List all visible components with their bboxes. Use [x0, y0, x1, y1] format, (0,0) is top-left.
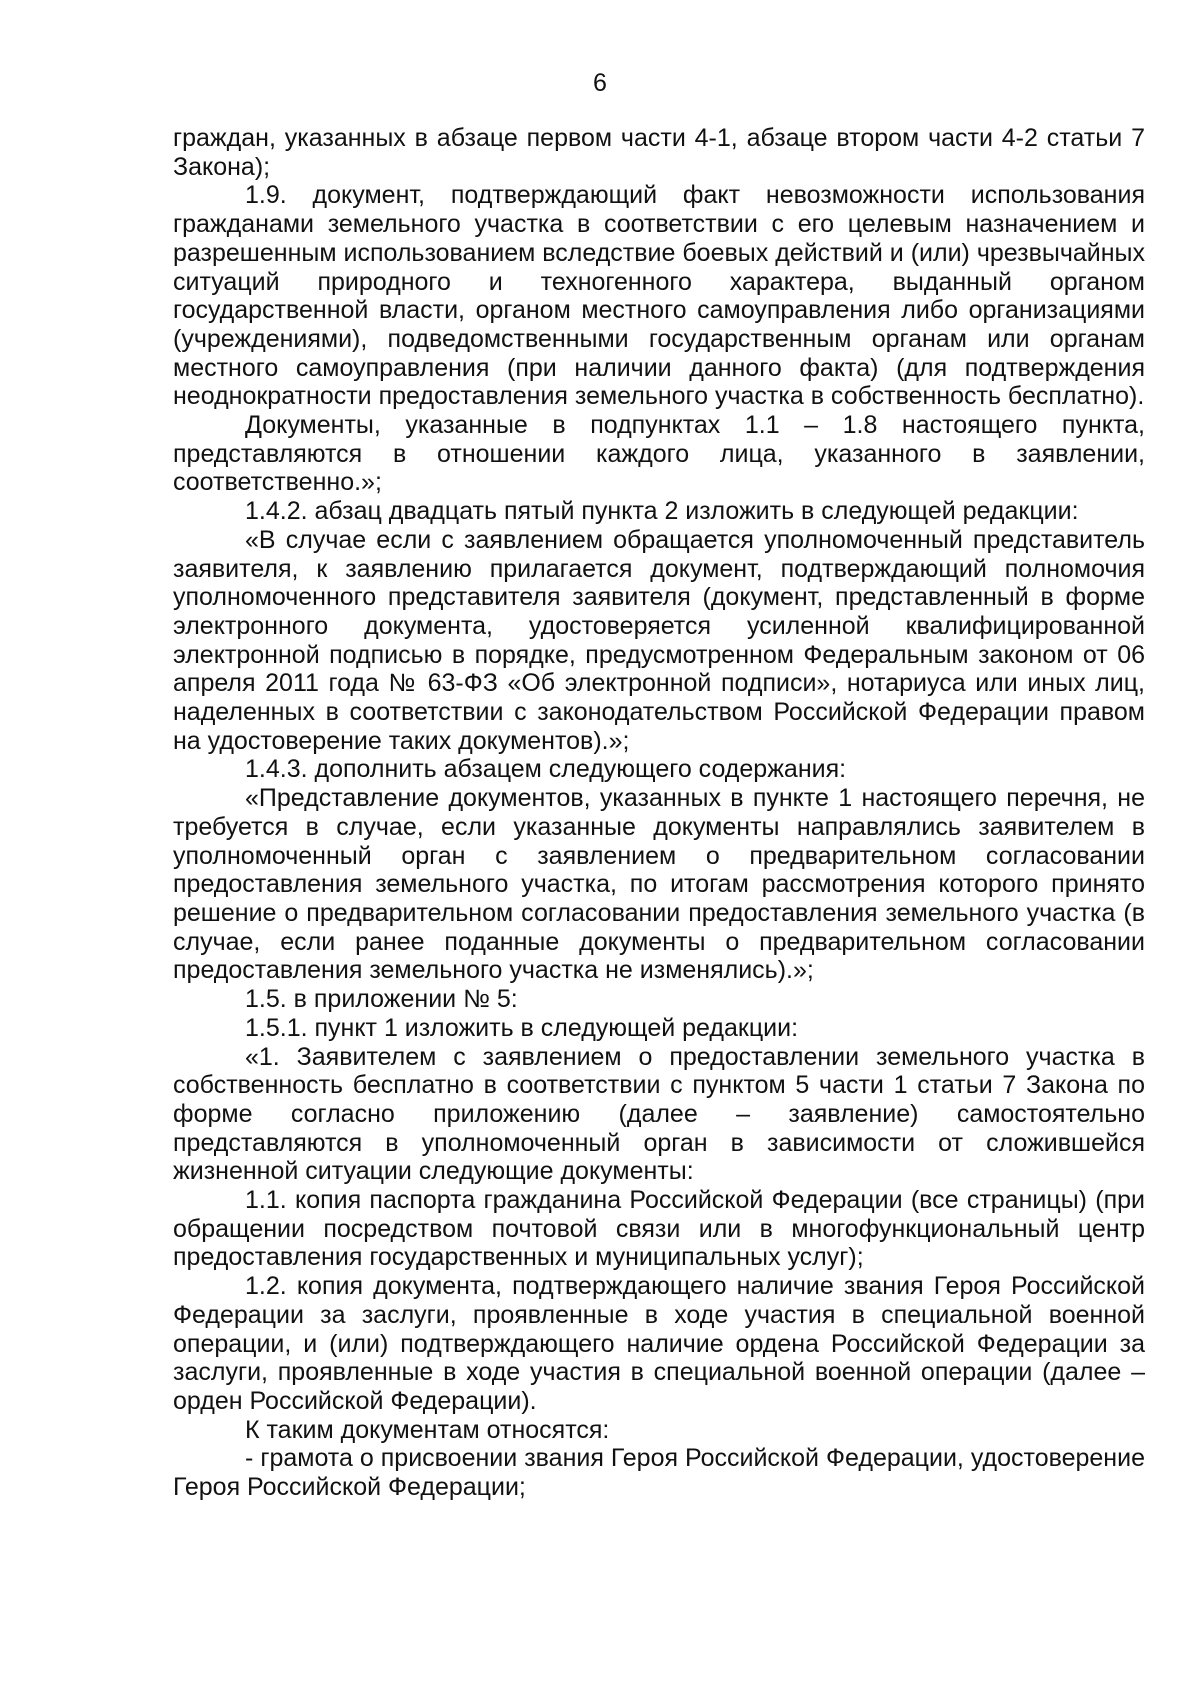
paragraph: - грамота о присвоении звания Героя Российской Федерации, удостоверение Героя Российской Федерации; [173, 1444, 1145, 1502]
paragraph: 1.5. в приложении № 5: [245, 985, 518, 1014]
paragraph: «1. Заявителем с заявлением о предоставлении земельного участка в собственность бесплатно в соответствии с пунктом 5 части 1 статьи 7 Закона по форме согласно приложению (далее – заявление) самостоятельно представляются в уполномоченный орган в зависимости от сложившейся жизненной ситуации следующие документы: [173, 1042, 1145, 1186]
paragraph: «В случае если с заявлением обращается уполномоченный представитель заявителя, к заявлению прилагается документ, подтверждающий полномочия уполномоченного представителя заявителя (документ, представленный в форме электронного документа, удостоверяется усиленной квалифицированной электронной подписью в порядке, предусмотренном Федеральным законом от 06 апреля 2011 года № 63-ФЗ «Об электронной подписи», нотариуса или иных лиц, наделенных в соответствии с законодательством Российской Федерации правом на удостоверение таких документов).»; [173, 525, 1145, 755]
paragraph: 1.9. документ, подтверждающий факт невозможности использования гражданами земельного участка в соответствии с его целевым назначением и разрешенным использованием вследствие боевых действий и (или) чрезвычайных ситуаций природного и техногенного характера, выданный органом государственной власти, органом местного самоуправления либо организациями (учреждениями), подведомственными государственным органам или органам местного самоуправления (при наличии данного факта) (для подтверждения неоднократности предоставления земельного участка в собственность бесплатно). [173, 181, 1145, 411]
document-body [173, 124, 1145, 1502]
paragraph: 1.5.1. пункт 1 изложить в следующей редакции: [245, 1013, 799, 1042]
paragraph: 1.2. копия документа, подтверждающего наличие звания Героя Российской Федерации за заслуги, проявленные в ходе участия в специальной военной операции, и (или) подтверждающего наличие ордена Российской Федерации за заслуги, проявленные в ходе участия в специальной военной операции (далее – орден Российской Федерации). [173, 1272, 1145, 1415]
paragraph: 1.4.3. дополнить абзацем следующего содержания: [245, 755, 847, 784]
paragraph: 1.1. копия паспорта гражданина Российской Федерации (все страницы) (при обращении посредством почтовой связи или в многофункциональный центр предоставления государственных и муниципальных услуг); [173, 1186, 1145, 1272]
paragraph: «Представление документов, указанных в пункте 1 настоящего перечня, не требуется в случае, если указанные документы направлялись заявителем в уполномоченный орган с заявлением о предварительном согласовании предоставления земельного участка, по итогам рассмотрения которого принято решение о предварительном согласовании предоставления земельного участка (в случае, если ранее поданные документы о предварительном согласовании предоставления земельного участка не изменялись).»; [173, 784, 1145, 985]
paragraph: граждан, указанных в абзаце первом части 4-1, абзаце втором части 4-2 статьи 7 Закона); [173, 124, 1145, 181]
page-number: 6 [593, 69, 607, 97]
paragraph: Документы, указанные в подпунктах 1.1 – 1.8 настоящего пункта, представляются в отношении каждого лица, указанного в заявлении, соответственно.»; [173, 411, 1145, 497]
paragraph: 1.4.2. абзац двадцать пятый пункта 2 изложить в следующей редакции: [245, 497, 1079, 526]
paragraph: К таким документам относятся: [245, 1415, 610, 1444]
